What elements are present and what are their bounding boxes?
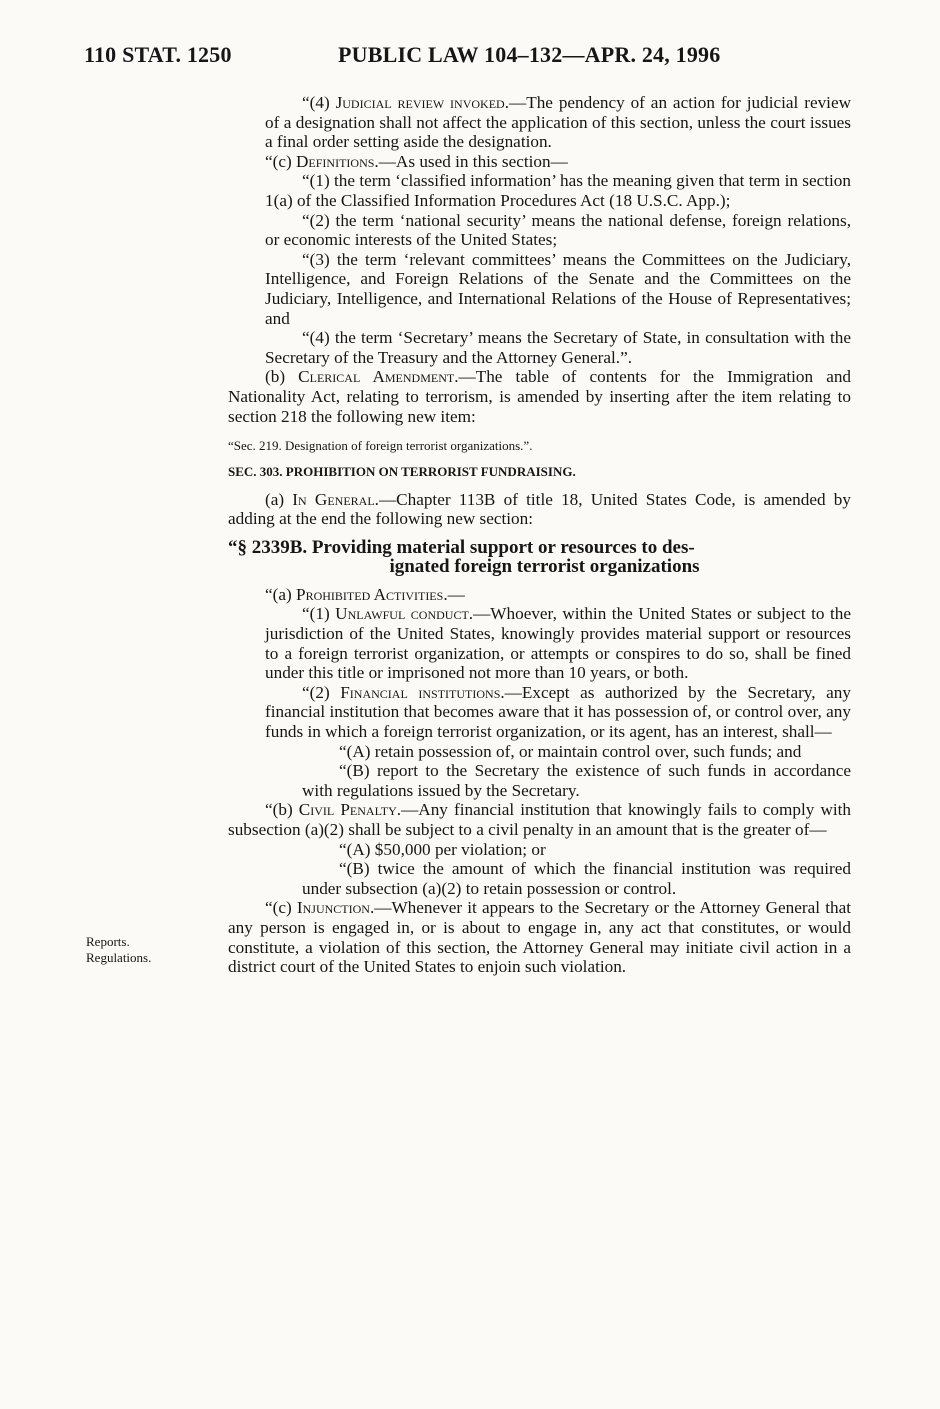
paragraph-penalty-amount: “(A) $50,000 per violation; or	[339, 839, 546, 859]
paragraph-definition-2: “(2) the term ‘national security’ means the national defense, foreign relations, or economic interests of the United States;	[265, 210, 851, 250]
paragraph-definition-4: “(4) the term ‘Secretary’ means the Secretary of State, in consultation with the Secretary of the Treasury and the Attorney General.”.	[265, 328, 851, 367]
statute-page-number: 110 STAT. 1250	[84, 42, 232, 67]
public-law-title: PUBLIC LAW 104–132—APR. 24, 1996	[338, 42, 721, 67]
paragraph-prohibited-activities: “(a) Prohibited Activities.—	[265, 584, 465, 604]
paragraph-injunction: “(c) Injunction.—Whenever it appears to the Secretary or the Attorney General that any person is engaged in, or is about to engage in, any act that constitutes, or would constitute, a violation of this section, the Attorney General may initiate civil action in a district court of the United States to enjoin such violation.	[228, 898, 851, 977]
paragraph-clerical-amendment: (b) Clerical Amendment.—The table of contents for the Immigration and Nationality Act, relating to terrorism, is amended by inserting after the item relating to section 218 the following new item:	[228, 367, 852, 426]
section-heading: SEC. 303. PROHIBITION ON TERRORIST FUNDRAISING.	[228, 464, 576, 480]
section-title: “§ 2339B. Providing material support or resources to des- ignated foreign terrorist organizations	[228, 536, 700, 578]
paragraph-penalty-twice: “(B) twice the amount of which the financial institution was required under subsection (a)(2) to retain possession or control.	[302, 859, 851, 898]
paragraph-definitions: “(c) Definitions.—As used in this section—	[265, 151, 568, 171]
margin-note-reports: Reports.	[86, 934, 130, 949]
document-body	[228, 93, 851, 977]
paragraph-retain-possession: “(A) retain possession of, or maintain control over, such funds; and	[339, 741, 802, 761]
paragraph-report-to-secretary: “(B) report to the Secretary the existence of such funds in accordance with regulations issued by the Secretary.	[302, 761, 851, 800]
paragraph-financial-institutions: “(2) Financial institutions.—Except as authorized by the Secretary, any financial institution that becomes aware that it has possession of, or control over, any funds in which a foreign terrorist organization, or its agent, has an interest, shall—	[265, 682, 851, 742]
toc-item: “Sec. 219. Designation of foreign terrorist organizations.”.	[228, 438, 533, 454]
paragraph-unlawful-conduct: “(1) Unlawful conduct.—Whoever, within the United States or subject to the jurisdiction of the United States, knowingly provides material support or resources to a foreign terrorist organization, or attempts or conspires to do so, shall be fined under this title or imprisoned not more than 10 years, or both.	[265, 604, 851, 683]
paragraph-definition-3: “(3) the term ‘relevant committees’ means the Committees on the Judiciary, Intelligence, and Foreign Relations of the Senate and the Committees on the Judiciary, Intelligence, and International Relations of the House of Representatives; and	[265, 249, 851, 328]
margin-notes	[86, 934, 206, 966]
paragraph-civil-penalty: “(b) Civil Penalty.—Any financial institution that knowingly fails to comply with subsection (a)(2) shall be subject to a civil penalty in an amount that is the greater of—	[228, 800, 852, 839]
margin-note-regulations: Regulations.	[86, 950, 152, 965]
paragraph-definition-1: “(1) the term ‘classified information’ has the meaning given that term in section 1(a) of the Classified Information Procedures Act (18 U.S.C. App.);	[265, 171, 851, 210]
page-header	[84, 42, 854, 72]
paragraph-in-general: (a) In General.—Chapter 113B of title 18, United States Code, is amended by adding at the end the following new section:	[228, 489, 851, 529]
paragraph-judicial-review: “(4) Judicial review invoked.—The pendency of an action for judicial review of a designation shall not affect the application of this section, unless the court issues a final order setting aside the designation.	[265, 93, 851, 152]
